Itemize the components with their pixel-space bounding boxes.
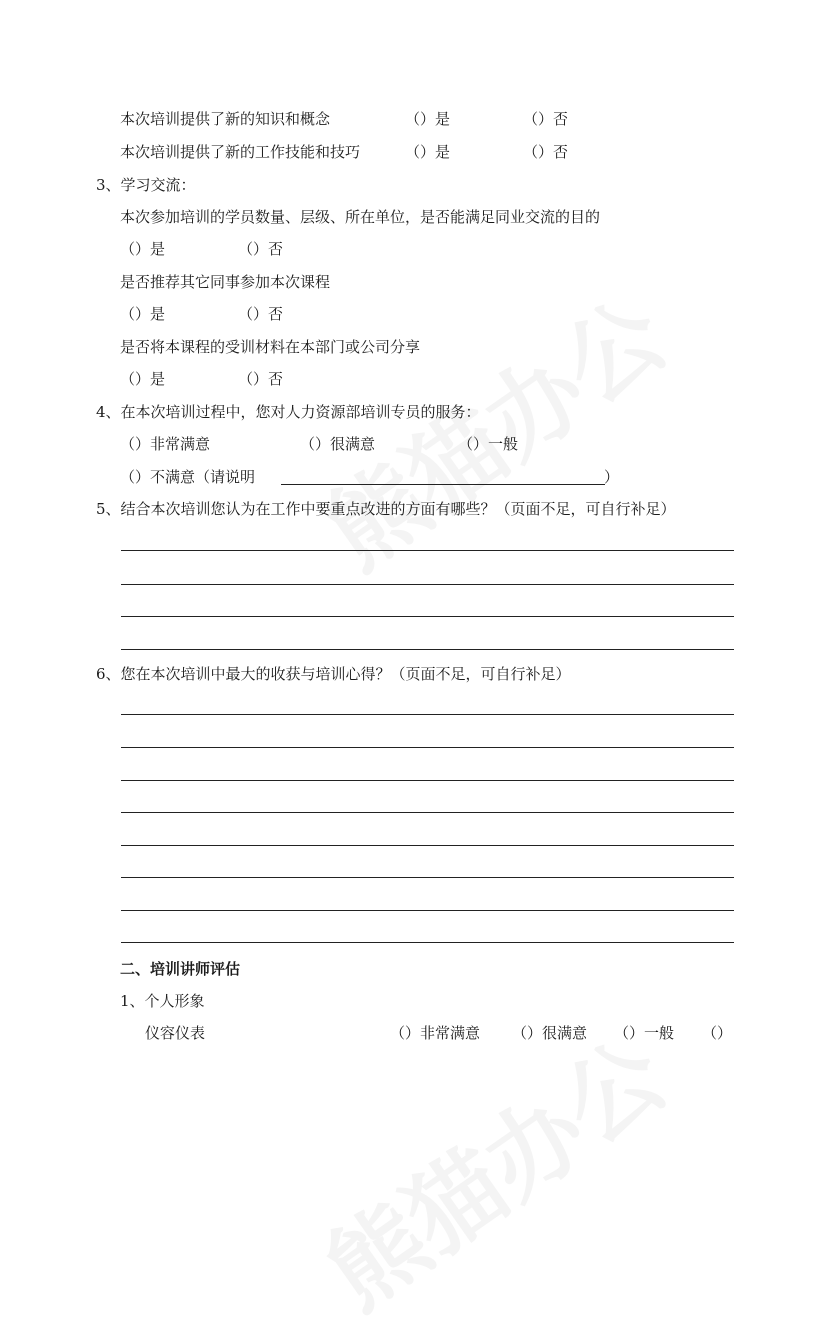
q6-answer-line[interactable] <box>121 877 734 878</box>
q4-option-satisfied[interactable]: （）很满意 <box>300 435 376 453</box>
q3-item2-option-no[interactable]: （）否 <box>238 305 284 323</box>
q2-item1-option-no[interactable]: （）否 <box>523 110 569 128</box>
q4-heading: 4、在本次培训过程中，您对人力资源部培训专员的服务： <box>96 403 481 421</box>
q5-answer-line[interactable] <box>121 649 734 650</box>
q6-answer-line[interactable] <box>121 780 734 781</box>
q6-answer-line[interactable] <box>121 812 734 813</box>
q6-answer-line[interactable] <box>121 747 734 748</box>
q4-option-very-satisfied[interactable]: （）非常满意 <box>120 435 211 453</box>
q5-answer-line[interactable] <box>121 616 734 617</box>
q3-item3-label: 是否将本课程的受训材料在本部门或公司分享 <box>120 338 421 356</box>
q3-item2-option-yes[interactable]: （）是 <box>120 305 166 323</box>
q4-option-unsatisfied[interactable]: （）不满意（请说明 <box>120 468 256 486</box>
q2-item1-option-yes[interactable]: （）是 <box>405 110 451 128</box>
q4-close-paren: ） <box>604 468 620 486</box>
q2-item2-option-no[interactable]: （）否 <box>523 143 569 161</box>
q5-heading: 5、结合本次培训您认为在工作中要重点改进的方面有哪些？（页面不足，可自行补足） <box>96 500 676 518</box>
q6-heading: 6、您在本次培训中最大的收获与培训心得？（页面不足，可自行补足） <box>96 665 571 683</box>
q6-answer-line[interactable] <box>121 714 734 715</box>
watermark <box>295 1002 688 1334</box>
appearance-option-average[interactable]: （）一般 <box>614 1024 675 1042</box>
q2-item2-option-yes[interactable]: （）是 <box>405 143 451 161</box>
appearance-option-very-satisfied[interactable]: （）非常满意 <box>390 1024 481 1042</box>
q6-answer-line[interactable] <box>121 942 734 943</box>
q3-item2-label: 是否推荐其它同事参加本次课程 <box>120 273 331 291</box>
q5-answer-line[interactable] <box>121 584 734 585</box>
q2-item2-label: 本次培训提供了新的工作技能和技巧 <box>120 143 361 161</box>
appearance-option-satisfied[interactable]: （）很满意 <box>512 1024 588 1042</box>
q3-item1-option-no[interactable]: （）否 <box>238 240 284 258</box>
q3-item1-label: 本次参加培训的学员数量、层级、所在单位，是否能满足同业交流的目的 <box>120 208 601 226</box>
q3-heading: 3、学习交流： <box>96 176 196 194</box>
q5-answer-line[interactable] <box>121 550 734 551</box>
section2-heading: 二、培训讲师评估 <box>120 960 241 978</box>
q4-explain-underline[interactable] <box>281 484 605 485</box>
q4-option-average[interactable]: （）一般 <box>458 435 519 453</box>
q2-item1-label: 本次培训提供了新的知识和概念 <box>120 110 331 128</box>
q3-item3-option-yes[interactable]: （）是 <box>120 370 166 388</box>
section2-sub1-heading: 1、个人形象 <box>120 992 205 1010</box>
q3-item1-option-yes[interactable]: （）是 <box>120 240 166 258</box>
watermark <box>295 262 688 594</box>
q6-answer-line[interactable] <box>121 845 734 846</box>
q6-answer-line[interactable] <box>121 910 734 911</box>
q3-item3-option-no[interactable]: （）否 <box>238 370 284 388</box>
appearance-label: 仪容仪表 <box>145 1024 206 1042</box>
appearance-option-other[interactable]: （） <box>702 1024 733 1042</box>
